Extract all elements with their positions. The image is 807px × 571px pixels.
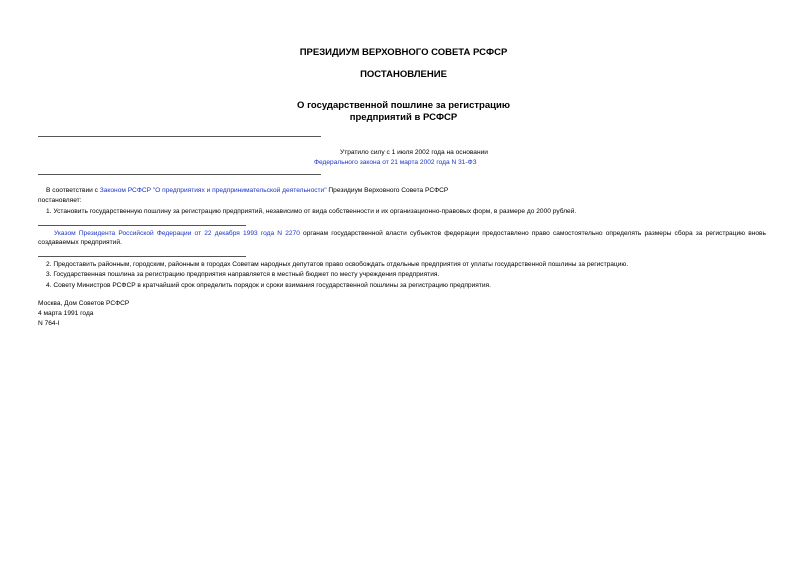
document-number: N 764-I	[38, 320, 60, 327]
signing-place: Москва, Дом Советов РСФСР	[38, 300, 130, 307]
item-2: 2. Предоставить районным, городским, районным в городах Советам народных депутатов право освобождать отдельные предприятия от уплаты государственной пошлины за регистрацию.	[46, 261, 629, 268]
title-line-1: О государственной пошлине за регистрацию	[297, 100, 510, 111]
status-link[interactable]: Федерального закона от 21 марта 2002 года N 31-ФЗ	[314, 159, 477, 166]
divider-top	[38, 136, 321, 137]
doc-type-heading: ПОСТАНОВЛЕНИЕ	[360, 69, 447, 80]
issuer-heading: ПРЕЗИДИУМ ВЕРХОВНОГО СОВЕТА РСФСР	[299, 47, 508, 58]
signing-date: 4 марта 1991 года	[38, 310, 94, 317]
item-4: 4. Совету Министров РСФСР в кратчайший срок определить порядок и сроки взимания государственной пошлины за регистрацию предприятия.	[46, 282, 491, 289]
note-divider-bottom	[38, 256, 246, 257]
decree-link[interactable]: Указом Президента Российской Федерации от 22 декабря 1993 года N 2270	[54, 230, 300, 237]
intro-prefix: В соответствии с	[46, 187, 100, 194]
note-divider-top	[38, 225, 246, 226]
item-1: 1. Установить государственную пошлину за регистрацию предприятий, независимо от вида собственности и их организационно-правовых форм, в размере до 2000 рублей.	[46, 208, 577, 215]
item-3: 3. Государственная пошлина за регистрацию предприятия направляется в местный бюджет по месту учреждения предприятия.	[46, 271, 440, 278]
note-text: органам государственной власти субъектов федерации предоставлено право самостоятельно определять размеры сбора за регистрацию вновь создаваемых предприятий.	[38, 230, 766, 246]
divider-bottom	[38, 174, 321, 175]
intro-paragraph	[46, 187, 448, 196]
title-line-2: предприятий в РСФСР	[349, 112, 458, 123]
editor-note	[38, 230, 766, 247]
status-text: Утратило силу с 1 июля 2002 года на основании	[340, 149, 488, 156]
intro-line-2: постановляет:	[38, 197, 82, 204]
intro-suffix: Президиум Верховного Совета РСФСР	[326, 187, 449, 194]
law-link[interactable]: Законом РСФСР "О предприятиях и предпринимательской деятельности"	[99, 187, 327, 194]
